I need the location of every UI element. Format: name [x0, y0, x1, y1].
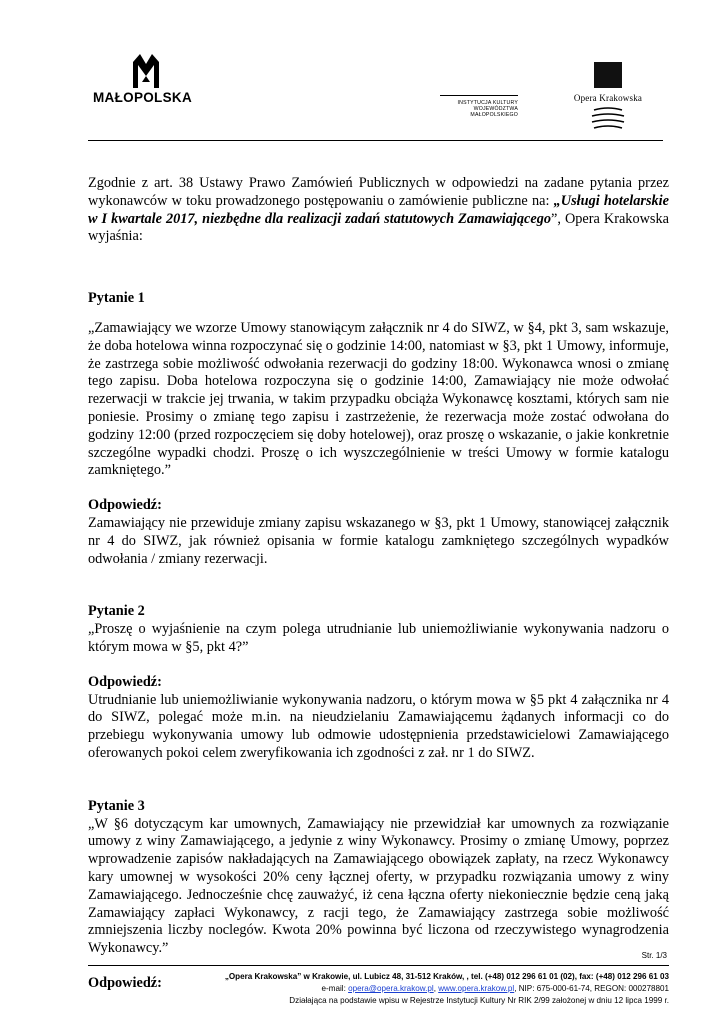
intro-paragraph [88, 175, 669, 246]
footer-ids: , NIP: 675-000-61-74, REGON: 000278801 [514, 984, 669, 993]
institution-logo [438, 95, 518, 119]
answer-3-heading: Odpowiedź: [88, 974, 162, 991]
answer-1-heading: Odpowiedź: [88, 497, 162, 514]
institution-line-3: MAŁOPOLSKIEGO [470, 112, 518, 119]
tender-title: „Usługi hotelarskie w I kwartale 2017, niezbędne dla realizacji zadań statutowych Zamawiającego [88, 192, 670, 227]
question-1-heading: Pytanie 1 [88, 290, 145, 307]
footer-address: „Opera Krakowska” w Krakowie, ul. Lubicz 48, 31-512 Kraków, , tel. (+48) 012 296 61 01 (02), fax: (+48) 012 296 61 03 [224, 972, 669, 981]
page-header [0, 0, 724, 150]
answer-2-text: Utrudnianie lub uniemożliwianie wykonywania nadzoru, o którym mowa w §5 pkt 4 załącznika nr 4 do SIWZ, polegać może m.in. na nieudzielaniu Zamawiającemu żądanych informacji co do przebiegu wykonywania umowy lub odmowie udostępnienia przedstawicielowi Zamawiającego oferowanych pokoi celem zweryfikowania ich zgodności z zał. nr 1 do SIWZ. [88, 691, 669, 761]
question-2-text: „Proszę o wyjaśnienie na czym polega utrudnianie lub uniemożliwianie wykonywania nadzoru o którym mowa w §5, pkt 4?” [88, 621, 669, 655]
opera-square-icon [594, 62, 622, 88]
footer-website-link[interactable]: www.opera.krakow.pl [438, 984, 515, 993]
document-body [88, 175, 669, 993]
question-1-text: „Zamawiający we wzorze Umowy stanowiącym załącznik nr 4 do SIWZ, w §4, pkt 3, sam wskazuje, że doba hotelowa winna rozpoczynać się o godzinie 14:00, natomiast w §3, pkt 1 Umowy, informuje, że zastrzega sobie możliwość odwołania rezerwacji do godziny 18:00. Wykonawca wnosi o zmianę tego zapisu. Doba hotelowa rozpoczyna się o godzinie 14:00, Zamawiający nie może odwołać rezerwacji w trakcie jej trwania, w takim przypadku obciąża Wykonawcę kosztami, których sam nie poniesie. Prosimy o zmianę tego zapisu i zastrzeżenie, że rezerwacja może zostać odwołana do godziny 12:00 (przed rozpoczęciem się doby hotelowej), oraz proszę o wskazanie, o jakie konkretnie szczególne wypadki chodzi. Proszę o ich wyszczególnienie w treści Umowy w formie katalogu zamkniętego.” [88, 319, 669, 479]
footer-registry: Działająca na podstawie wpisu w Rejestrze Instytucji Kultury Nr RIK 2/99 założonej w dniu 12 lipca 1999 r. [289, 996, 669, 1005]
opera-krakowska-logo [575, 62, 641, 130]
footer-separator: , [433, 984, 439, 993]
intro-text: Zgodnie z art. 38 Ustawy Prawo Zamówień Publicznych w odpowiedzi na zadane pytania przez wykonawców w toku prowadzonego postępowaniu o zamówienie publiczne na: [88, 175, 669, 209]
answer-2-heading: Odpowiedź: [88, 673, 162, 690]
opera-logo-text: Opera Krakowska [573, 93, 643, 103]
opera-waves-icon [588, 106, 628, 130]
institution-line-1: INSTYTUCJA KULTURY [457, 100, 518, 106]
question-2-heading: Pytanie 2 [88, 603, 145, 620]
footer-email-label: e-mail: [321, 984, 349, 993]
institution-logo-rule [440, 95, 518, 96]
intro-text-end: ”, Opera Krakowska wyjaśnia: [88, 210, 669, 245]
footer-divider [88, 965, 669, 966]
page-number: Str. 1/3 [641, 951, 667, 960]
institution-line-2: WOJEWÓDZTWA [473, 106, 518, 113]
footer-email-link[interactable]: opera@opera.krakow.pl [348, 984, 434, 993]
header-divider [88, 140, 663, 141]
question-3-heading: Pytanie 3 [88, 797, 145, 814]
malopolska-emblem-icon [131, 52, 161, 88]
malopolska-logo [93, 52, 213, 105]
question-3-text: „W §6 dotyczącym kar umownych, Zamawiający nie przewidział kar umownych za rozwiązanie umowy z winy Zamawiającego, a jedynie z winy Wykonawcy. Prosimy o zmianę Umowy, poprzez wprowadzenie zapisów nakładających na Zamawiającego obowiązek zapłaty, na rzecz Wykonawcy kary umownej w wysokości 20% ceny łącznej oferty, w przypadku rozwiązania umowy z winy Zamawiającego. Jednocześnie chcę zauważyć, iż cena łączna oferty niekoniecznie będzie ceną jaką Zamawiający zapłaci Wykonawcy, z racji tego, że Zamawiający zastrzega sobie możliwość zmniejszenia liczby noclegów. Kwota 20% powinna być liczona od rzeczywistego wynagrodzenia Wykonawcy.” [88, 815, 669, 957]
footer-contact [60, 983, 669, 995]
malopolska-logo-text: MAŁOPOLSKA [93, 90, 192, 105]
answer-1-text: Zamawiający nie przewiduje zmiany zapisu wskazanego w §3, pkt 1 Umowy, stanowiącej załącznik nr 4 do SIWZ, jak również opisania w formie katalogu zamkniętego szczególnych wypadków odwołania / zmiany rezerwacji. [88, 514, 669, 567]
